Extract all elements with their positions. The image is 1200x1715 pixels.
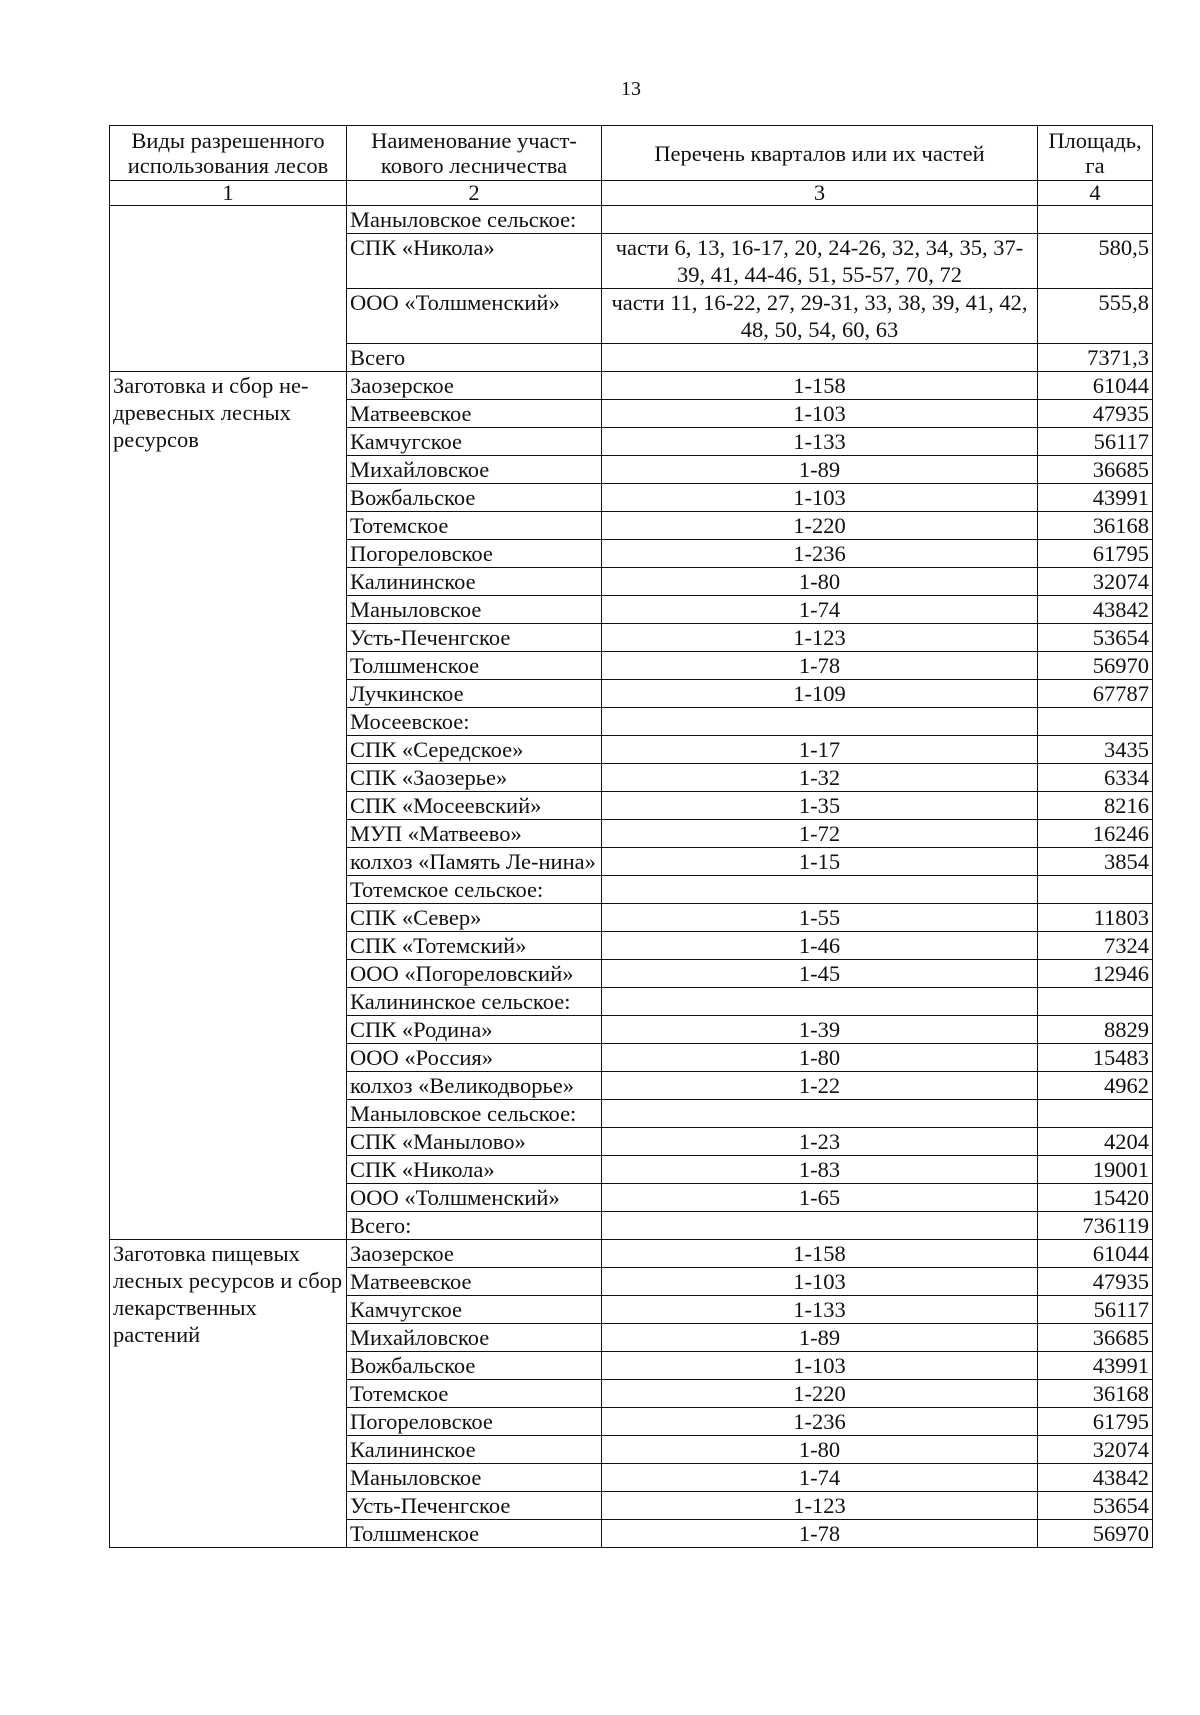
area-cell: 16246: [1038, 820, 1153, 848]
column-number: 4: [1038, 181, 1153, 206]
forestry-name-cell: ООО «Толшменский»: [347, 1184, 602, 1212]
area-cell: 56117: [1038, 428, 1153, 456]
area-cell: 43991: [1038, 1352, 1153, 1380]
area-cell: 56117: [1038, 1296, 1153, 1324]
area-cell: [1038, 1100, 1153, 1128]
forestry-name-cell: Усть-Печенгское: [347, 1492, 602, 1520]
quarters-cell: 1-17: [602, 736, 1038, 764]
column-number: 1: [110, 181, 347, 206]
area-cell: 7371,3: [1038, 344, 1153, 372]
quarters-cell: 1-103: [602, 1268, 1038, 1296]
forestry-name-cell: Калининское: [347, 1436, 602, 1464]
quarters-cell: [602, 1212, 1038, 1240]
area-cell: 61044: [1038, 372, 1153, 400]
quarters-cell: 1-74: [602, 1464, 1038, 1492]
area-cell: 43842: [1038, 1464, 1153, 1492]
area-cell: 53654: [1038, 624, 1153, 652]
area-cell: 555,8: [1038, 289, 1153, 344]
forestry-name-cell: Вожбальское: [347, 1352, 602, 1380]
area-cell: 736119: [1038, 1212, 1153, 1240]
quarters-cell: 1-220: [602, 512, 1038, 540]
quarters-cell: 1-15: [602, 848, 1038, 876]
forestry-name-cell: Михайловское: [347, 1324, 602, 1352]
forestry-name-cell: Матвеевское: [347, 1268, 602, 1296]
area-cell: 580,5: [1038, 234, 1153, 289]
area-cell: [1038, 876, 1153, 904]
area-cell: 7324: [1038, 932, 1153, 960]
area-cell: 15483: [1038, 1044, 1153, 1072]
quarters-cell: 1-133: [602, 1296, 1038, 1324]
quarters-cell: 1-78: [602, 652, 1038, 680]
header-quarters: Перечень кварталов или их частей: [602, 126, 1038, 181]
area-cell: 36685: [1038, 456, 1153, 484]
quarters-cell: 1-158: [602, 1240, 1038, 1268]
forestry-name-cell: СПК «Мосеевский»: [347, 792, 602, 820]
header-area: Площадь, га: [1038, 126, 1153, 181]
area-cell: 11803: [1038, 904, 1153, 932]
quarters-cell: 1-35: [602, 792, 1038, 820]
quarters-cell: 1-89: [602, 456, 1038, 484]
area-cell: 8216: [1038, 792, 1153, 820]
quarters-cell: 1-23: [602, 1128, 1038, 1156]
quarters-cell: 1-65: [602, 1184, 1038, 1212]
forestry-name-cell: Тотемское: [347, 512, 602, 540]
forestry-name-cell: СПК «Манылово»: [347, 1128, 602, 1156]
forestry-name-cell: Маныловское: [347, 1464, 602, 1492]
area-cell: 36168: [1038, 1380, 1153, 1408]
area-cell: [1038, 708, 1153, 736]
quarters-cell: части 6, 13, 16-17, 20, 24-26, 32, 34, 35, 37-39, 41, 44-46, 51, 55-57, 70, 72: [602, 234, 1038, 289]
quarters-cell: 1-55: [602, 904, 1038, 932]
quarters-cell: 1-103: [602, 484, 1038, 512]
page-number: 13: [621, 78, 641, 100]
forestry-name-cell: колхоз «Великодворье»: [347, 1072, 602, 1100]
forestry-name-cell: Всего:: [347, 1212, 602, 1240]
forestry-name-cell: Тотемское сельское:: [347, 876, 602, 904]
quarters-cell: 1-123: [602, 624, 1038, 652]
forestry-name-cell: СПК «Никола»: [347, 234, 602, 289]
forestry-name-cell: Камчугское: [347, 428, 602, 456]
use-type-cell: [110, 206, 347, 372]
forestry-name-cell: Всего: [347, 344, 602, 372]
forestry-name-cell: Погореловское: [347, 1408, 602, 1436]
area-cell: 3854: [1038, 848, 1153, 876]
forestry-name-cell: Лучкинское: [347, 680, 602, 708]
quarters-cell: 1-46: [602, 932, 1038, 960]
forestry-name-cell: МУП «Матвеево»: [347, 820, 602, 848]
column-number-row: [110, 181, 1153, 206]
area-cell: 4204: [1038, 1128, 1153, 1156]
area-cell: 53654: [1038, 1492, 1153, 1520]
quarters-cell: 1-109: [602, 680, 1038, 708]
forestry-name-cell: СПК «Родина»: [347, 1016, 602, 1044]
area-cell: 32074: [1038, 1436, 1153, 1464]
area-cell: 6334: [1038, 764, 1153, 792]
quarters-cell: 1-80: [602, 1044, 1038, 1072]
quarters-cell: 1-103: [602, 400, 1038, 428]
table-body: [110, 206, 1153, 1548]
forestry-name-cell: Матвеевское: [347, 400, 602, 428]
area-cell: 8829: [1038, 1016, 1153, 1044]
area-cell: [1038, 988, 1153, 1016]
forestry-name-cell: Маныловское сельское:: [347, 206, 602, 234]
quarters-cell: 1-78: [602, 1520, 1038, 1548]
quarters-cell: 1-22: [602, 1072, 1038, 1100]
forestry-name-cell: Толшменское: [347, 1520, 602, 1548]
area-cell: 36168: [1038, 512, 1153, 540]
quarters-cell: [602, 988, 1038, 1016]
quarters-cell: 1-158: [602, 372, 1038, 400]
area-cell: 3435: [1038, 736, 1153, 764]
table-row: [110, 1240, 1153, 1268]
table-row: [110, 372, 1153, 400]
quarters-cell: 1-123: [602, 1492, 1038, 1520]
quarters-cell: [602, 708, 1038, 736]
forestry-name-cell: Вожбальское: [347, 484, 602, 512]
quarters-cell: 1-39: [602, 1016, 1038, 1044]
area-cell: [1038, 206, 1153, 234]
quarters-cell: 1-80: [602, 568, 1038, 596]
forestry-name-cell: Калининское сельское:: [347, 988, 602, 1016]
area-cell: 56970: [1038, 1520, 1153, 1548]
forestry-name-cell: ООО «Погореловский»: [347, 960, 602, 988]
area-cell: 47935: [1038, 1268, 1153, 1296]
area-cell: 4962: [1038, 1072, 1153, 1100]
forestry-name-cell: СПК «Никола»: [347, 1156, 602, 1184]
quarters-cell: 1-80: [602, 1436, 1038, 1464]
quarters-cell: 1-133: [602, 428, 1038, 456]
area-cell: 12946: [1038, 960, 1153, 988]
forestry-name-cell: Заозерское: [347, 372, 602, 400]
forestry-name-cell: СПК «Заозерье»: [347, 764, 602, 792]
quarters-cell: 1-89: [602, 1324, 1038, 1352]
forestry-name-cell: Маныловское: [347, 596, 602, 624]
forestry-name-cell: СПК «Тотемский»: [347, 932, 602, 960]
header-use-type: Виды разрешенного использования лесов: [110, 126, 347, 181]
column-number: 2: [347, 181, 602, 206]
forestry-name-cell: ООО «Россия»: [347, 1044, 602, 1072]
area-cell: 61795: [1038, 1408, 1153, 1436]
forestry-name-cell: ООО «Толшменский»: [347, 289, 602, 344]
forestry-name-cell: Калининское: [347, 568, 602, 596]
column-number: 3: [602, 181, 1038, 206]
quarters-cell: 1-72: [602, 820, 1038, 848]
forestry-name-cell: Михайловское: [347, 456, 602, 484]
quarters-cell: [602, 876, 1038, 904]
area-cell: 67787: [1038, 680, 1153, 708]
quarters-cell: 1-45: [602, 960, 1038, 988]
area-cell: 36685: [1038, 1324, 1153, 1352]
forestry-name-cell: Маныловское сельское:: [347, 1100, 602, 1128]
area-cell: 43842: [1038, 596, 1153, 624]
quarters-cell: части 11, 16-22, 27, 29-31, 33, 38, 39, 41, 42, 48, 50, 54, 60, 63: [602, 289, 1038, 344]
forest-use-table: [109, 125, 1153, 1548]
forestry-name-cell: Мосеевское:: [347, 708, 602, 736]
forestry-name-cell: Заозерское: [347, 1240, 602, 1268]
forestry-name-cell: Погореловское: [347, 540, 602, 568]
forestry-name-cell: Камчугское: [347, 1296, 602, 1324]
area-cell: 61795: [1038, 540, 1153, 568]
forestry-name-cell: Тотемское: [347, 1380, 602, 1408]
forestry-name-cell: Усть-Печенгское: [347, 624, 602, 652]
quarters-cell: 1-32: [602, 764, 1038, 792]
area-cell: 19001: [1038, 1156, 1153, 1184]
forestry-name-cell: колхоз «Память Ле-нина»: [347, 848, 602, 876]
area-cell: 47935: [1038, 400, 1153, 428]
quarters-cell: 1-83: [602, 1156, 1038, 1184]
area-cell: 56970: [1038, 652, 1153, 680]
use-type-cell: Заготовка и сбор не-древесных лесных ресурсов: [110, 372, 347, 1240]
header-forestry-name: Наименование участ-кового лесничества: [347, 126, 602, 181]
quarters-cell: [602, 1100, 1038, 1128]
quarters-cell: 1-103: [602, 1352, 1038, 1380]
quarters-cell: [602, 206, 1038, 234]
quarters-cell: 1-236: [602, 540, 1038, 568]
quarters-cell: 1-74: [602, 596, 1038, 624]
area-cell: 61044: [1038, 1240, 1153, 1268]
forestry-name-cell: Толшменское: [347, 652, 602, 680]
quarters-cell: 1-220: [602, 1380, 1038, 1408]
forestry-name-cell: СПК «Середское»: [347, 736, 602, 764]
area-cell: 32074: [1038, 568, 1153, 596]
area-cell: 15420: [1038, 1184, 1153, 1212]
forestry-name-cell: СПК «Север»: [347, 904, 602, 932]
use-type-cell: Заготовка пищевых лесных ресурсов и сбор лекарственных растений: [110, 1240, 347, 1548]
header-row: [110, 126, 1153, 181]
quarters-cell: 1-236: [602, 1408, 1038, 1436]
area-cell: 43991: [1038, 484, 1153, 512]
table-row: [110, 206, 1153, 234]
quarters-cell: [602, 344, 1038, 372]
